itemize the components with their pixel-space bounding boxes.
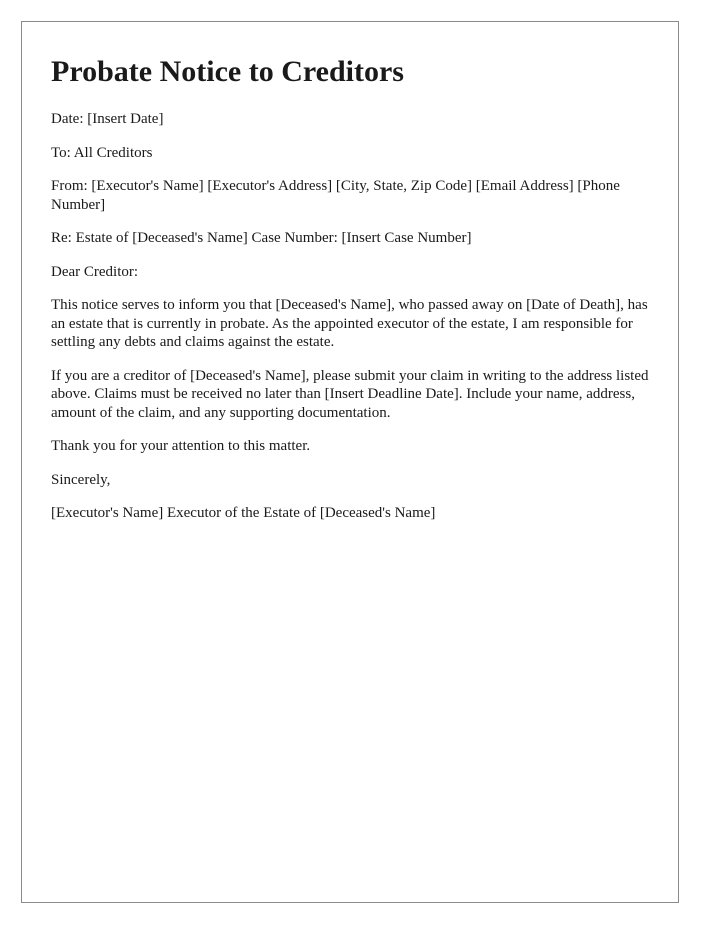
signature-line: [Executor's Name] Executor of the Estate of [Deceased's Name] [51, 505, 436, 521]
re-line: Re: Estate of [Deceased's Name] Case Number: [Insert Case Number] [51, 230, 472, 246]
date-line: Date: [Insert Date] [51, 111, 164, 127]
body-paragraph-claims: If you are a creditor of [Deceased's Name], please submit your claim in writing to the address listed above. Claims must be received no later than [Insert Deadline Date]. Include your name, address, amount of the claim, and any supporting documentation. [51, 367, 649, 421]
body-paragraph-notice: This notice serves to inform you that [Deceased's Name], who passed away on [Date of Death], has an estate that is currently in probate. As the appointed executor of the estate, I am responsible for settling any debts and claims against the estate. [51, 297, 648, 350]
from-line: From: [Executor's Name] [Executor's Address] [City, State, Zip Code] [Email Address] [Phone Number] [51, 178, 620, 213]
closing: Sincerely, [51, 471, 111, 488]
thanks-line: Thank you for your attention to this matter. [51, 438, 311, 454]
letter-body [51, 54, 651, 538]
document-title: Probate Notice to Creditors [51, 55, 404, 88]
to-line: To: All Creditors [51, 144, 153, 161]
document-page [21, 21, 679, 903]
salutation: Dear Creditor: [51, 263, 139, 280]
